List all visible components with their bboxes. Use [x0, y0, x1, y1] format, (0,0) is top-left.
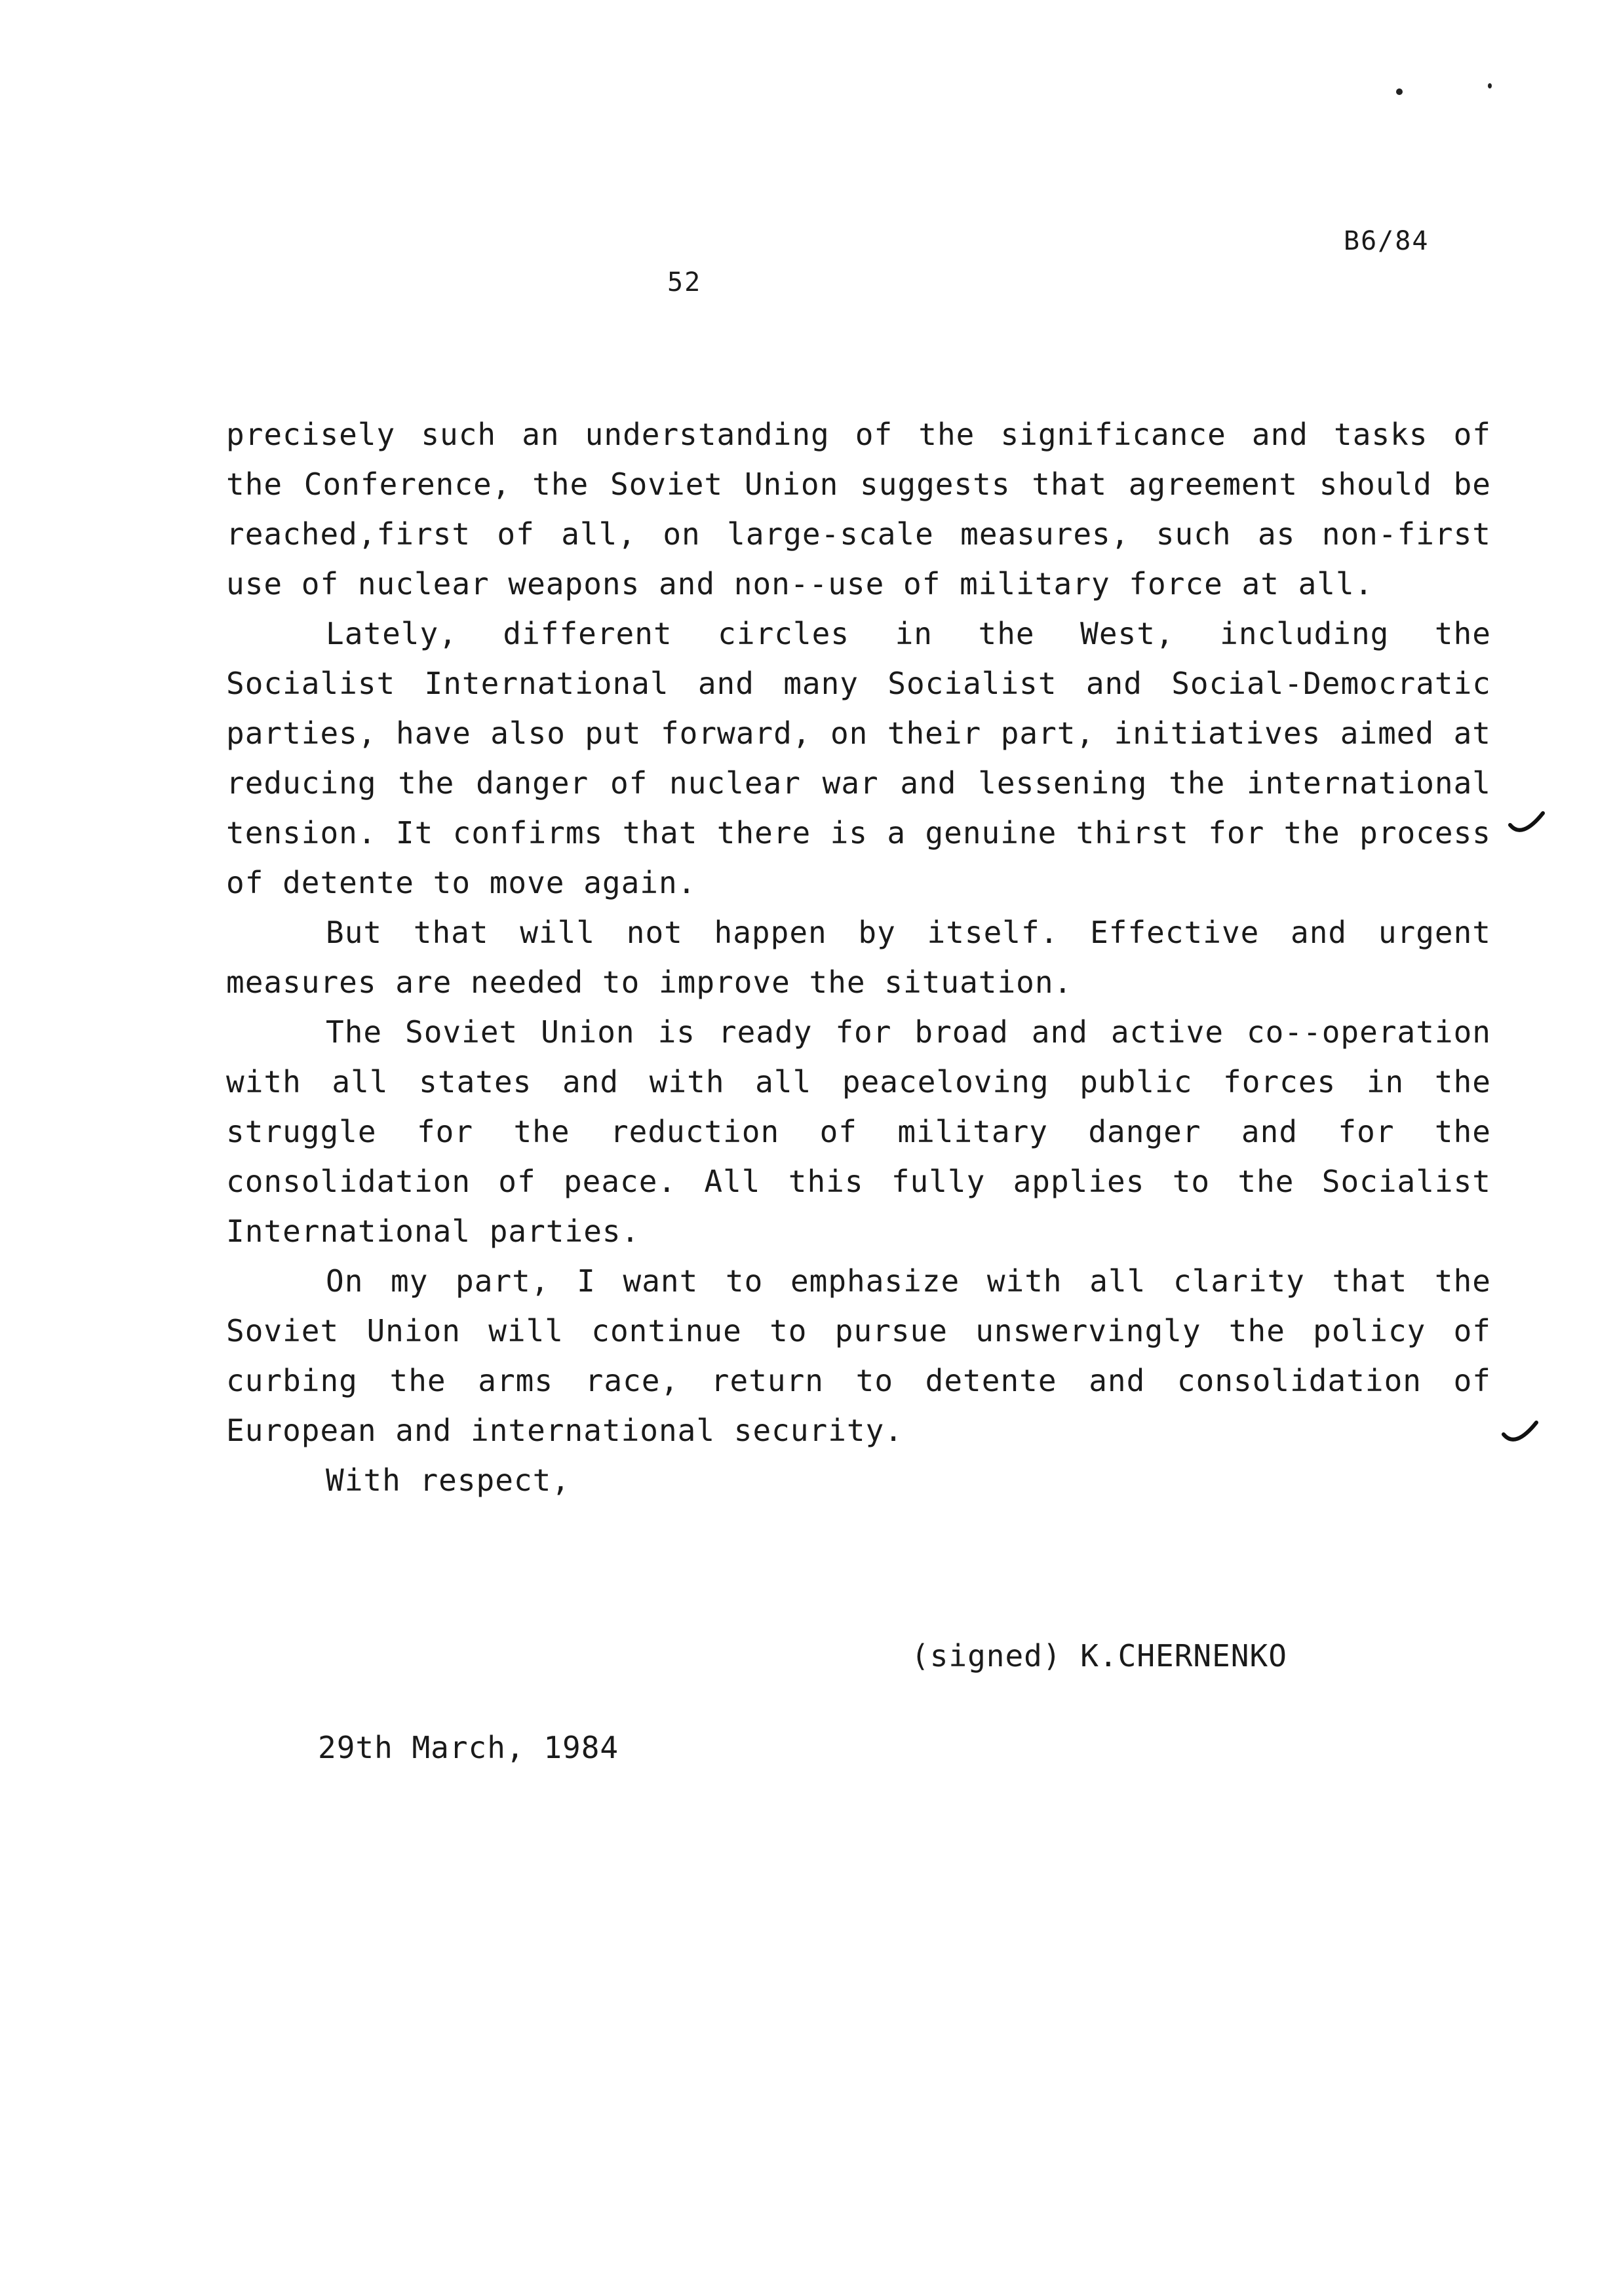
- checkmark-icon: [1508, 809, 1547, 842]
- signature-line: (signed) K.CHERNENKO: [911, 1638, 1287, 1674]
- paragraph-1: precisely such an understanding of the significance and tasks of the Conference, the Soviet Union suggests that agreement should be reached,first of all, on large-scale measures, such as non-first use of nuclear weapons and non--use of military force at all.: [226, 417, 1491, 602]
- paragraph-3: But that will not happen by itself. Effective and urgent measures are needed to improve the situation.: [226, 915, 1491, 1000]
- paragraph-5: On my part, I want to emphasize with all clarity that the Soviet Union will continue to pursue unswervingly the policy of curbing the arms race, return to detente and consolidation of European and international security.: [226, 1263, 1491, 1448]
- paragraph-2: Lately, different circles in the West, including the Socialist International and many Socialist and Social-Democratic parties, have also put forward, on their part, initiatives aimed at reducing the danger of nuclear war and lessening the international tension. It confirms that there is a genuine thirst for the process of detente to move again.: [226, 616, 1491, 900]
- letter-body: [226, 410, 1491, 1505]
- closing-salutation: With respect,: [326, 1463, 571, 1498]
- page-number: 52: [667, 267, 702, 297]
- document-reference: B6/84: [1344, 226, 1430, 256]
- paragraph-4: The Soviet Union is ready for broad and active co--operation with all states and with all peaceloving public forces in the struggle for the reduction of military danger and for the consolidation of peace. All this fully applies to the Socialist International parties.: [226, 1014, 1491, 1249]
- ink-speck-icon: [1396, 88, 1403, 95]
- letter-date: 29th March, 1984: [318, 1730, 619, 1765]
- checkmark-icon: [1501, 1419, 1540, 1451]
- ink-speck-icon: [1488, 83, 1492, 88]
